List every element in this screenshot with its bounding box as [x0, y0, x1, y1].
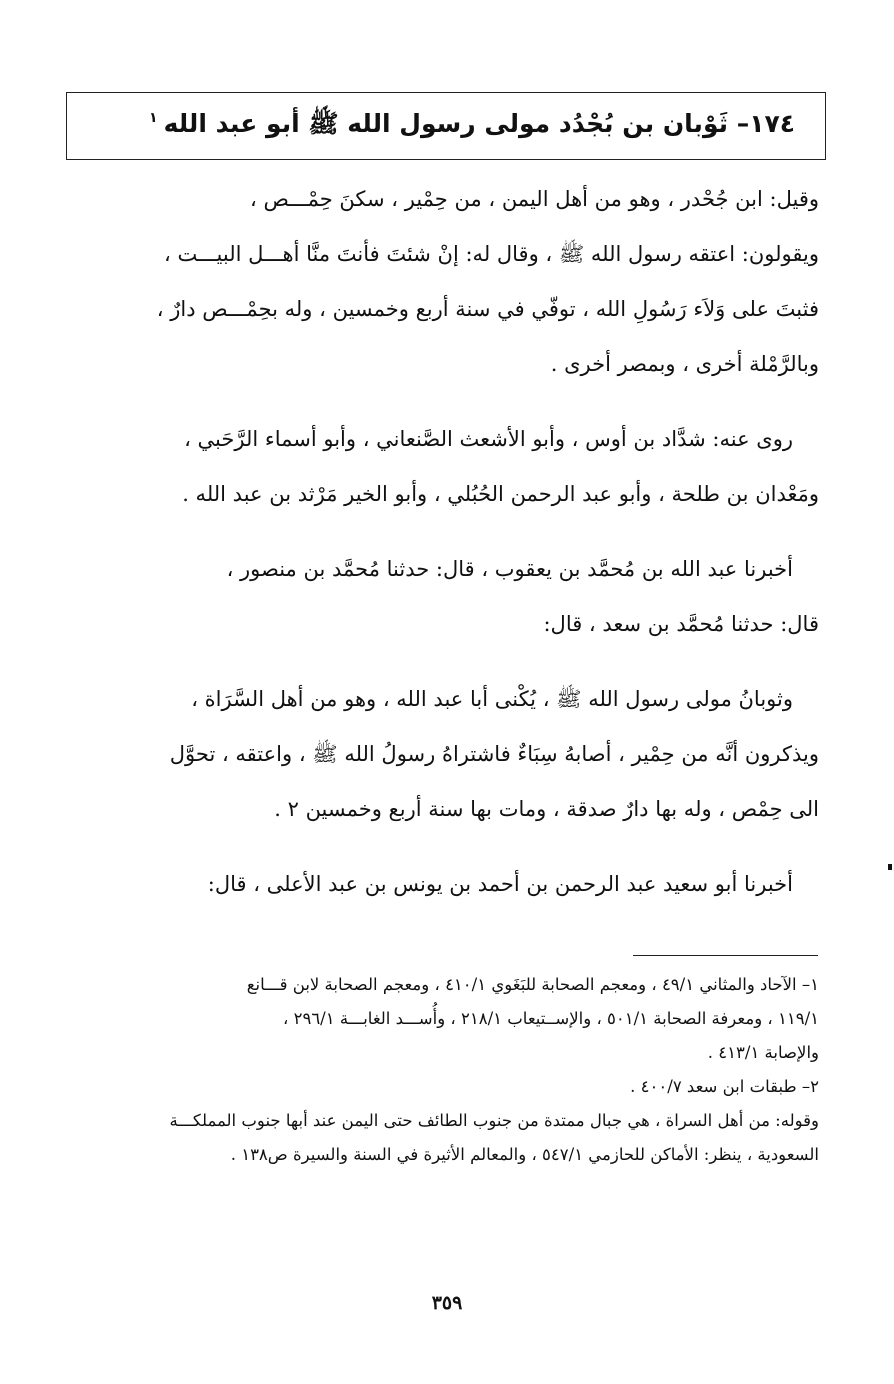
entry-title [149, 108, 795, 145]
footnote-line: والإصابة ٤١٣/١ . [707, 1043, 819, 1062]
text-line: وبالرَّمْلة أخرى ، وبمصر أخرى . [550, 352, 819, 376]
footnote-line: وقوله: من أهل السراة ، هي جبال ممتدة من جنوب الطائف حتى اليمن عند أبها جنوب المملكـــة [169, 1111, 819, 1130]
footnote-line: ٢– طبقات ابن سعد ٤٠٠/٧ . [630, 1077, 819, 1096]
entry-title-box [66, 92, 826, 160]
footnote-line: ١– الآحاد والمثاني ٤٩/١ ، ومعجم الصحابة للبَغَوي ٤١٠/١ ، ومعجم الصحابة لابن قـــانع [246, 975, 819, 994]
footnotes [59, 968, 819, 1172]
page-number: ٣٥٩ [431, 1292, 463, 1314]
text-line: روى عنه: شدَّاد بن أوس ، وأبو الأشعث الصَّنعاني ، وأبو أسماء الرَّحَبي ، [184, 427, 793, 451]
text-line: أخبرنا أبو سعيد عبد الرحمن بن أحمد بن يونس بن عبد الأعلى ، قال: [207, 872, 793, 896]
title-footnote-ref[interactable]: ١ [149, 110, 158, 127]
footnote-line: السعودية ، ينظر: الأماكن للحازمي ٥٤٧/١ ، والمعالم الأثيرة في السنة والسيرة ص١٣٨ . [230, 1145, 819, 1164]
text-line: فثبتَ على وَلاَء رَسُولِ الله ، توفّي في سنة أربع وخمسين ، وله بحِمْـــص دارٌ ، [156, 297, 819, 321]
paragraph-isnad-second [59, 857, 819, 912]
paragraph-narrators [59, 412, 819, 522]
text-line: قال: حدثنا مُحمَّد بن سعد ، قال: [543, 612, 819, 636]
text-line: ومَعْدان بن طلحة ، وأبو عبد الرحمن الحُبُلي ، وأبو الخير مَرْثد بن عبد الله . [182, 482, 819, 506]
footnote-line: ١١٩/١ ، ومعرفة الصحابة ٥٠١/١ ، والإســتيعاب ٢١٨/١ ، وأُســـد الغابـــة ٢٩٦/١ ، [283, 1009, 819, 1028]
margin-mark [888, 864, 892, 870]
entry-title-text: ١٧٤– ثَوْبان بن بُجْدُد مولى رسول الله ﷺ أبو عبد الله [163, 108, 795, 138]
paragraph-report [59, 672, 819, 837]
text-line: أخبرنا عبد الله بن مُحمَّد بن يعقوب ، قال: حدثنا مُحمَّد بن منصور ، [226, 557, 793, 581]
text-line: الى حِمْص ، وله بها دارٌ صدقة ، ومات بها سنة أربع وخمسين ٢ . [274, 797, 819, 821]
paragraph-biography [59, 172, 819, 392]
paragraph-isnad [59, 542, 819, 652]
text-line: وثوبانُ مولى رسول الله ﷺ ، يُكْنى أبا عبد الله ، وهو من أهل السَّرَاة ، [191, 687, 793, 711]
body-text [59, 172, 819, 932]
footnote-separator [633, 955, 818, 956]
text-line: ويقولون: اعتقه رسول الله ﷺ ، وقال له: إنْ شئتَ فأنتَ منَّا أهـــل البيـــت ، [164, 242, 819, 266]
text-line: وقيل: ابن جُحْدر ، وهو من أهل اليمن ، من حِمْير ، سكنَ حِمْـــص ، [250, 187, 819, 211]
text-line: ويذكرون أنَّه من حِمْير ، أصابهُ سِبَاءٌ فاشتراهُ رسولُ الله ﷺ ، واعتقه ، تحوَّل [169, 742, 819, 766]
